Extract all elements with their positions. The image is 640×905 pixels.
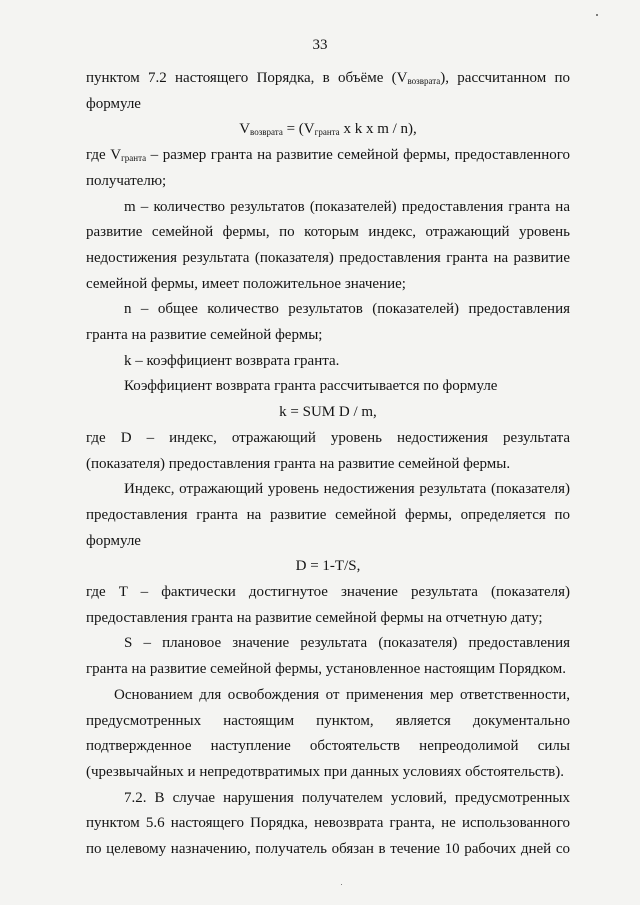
scan-speck [341,884,342,885]
text-line: пунктом 5.6 настоящего Порядка, невозврата гранта, не использованного [86,815,570,832]
text-line: получателю; [86,172,167,189]
text-line: формуле [86,95,141,112]
text-line: предоставления гранта на развитие семейной фермы на отчетную дату; [86,609,543,626]
text-line: предусмотренных настоящим пунктом, является документально [86,712,570,729]
document-body [86,66,570,863]
text-line: Коэффициент возврата гранта рассчитывается по формуле [124,378,498,395]
text-line: D = 1-T/S, [295,558,361,575]
text-line: (чрезвычайных и непредотвратимых при данных условиях обстоятельств). [86,763,564,780]
text-line: пунктом 7.2 настоящего Порядка, в объёме $(V_{возврата})$, рассчитанном по [86,70,570,86]
text-line: S – плановое значение результата (показателя) предоставления [124,635,570,652]
text-line: формуле [86,532,141,549]
text-line: гранта на развитие семейной фермы; [86,327,323,344]
text-line: k – коэффициент возврата гранта. [124,352,340,369]
text-line: гранта на развитие семейной фермы, установленное настоящим Порядком. [86,661,567,678]
text-line: развитие семейной фермы, по которым индекс, отражающий уровень [86,224,570,241]
text-line: Основанием для освобождения от применения мер ответственности, [114,686,570,703]
text-line: k = SUM D / m, [279,404,377,421]
page-number: 33 [312,37,328,53]
text-line: где T – фактически достигнутое значение результата (показателя) [86,584,570,601]
text-line: где $V_{гранта}$ – размер гранта на развитие семейной фермы, предоставленного [86,147,570,164]
text-line: по целевому назначению, получатель обязан в течение 10 рабочих дней со [86,841,570,858]
text-line: m – количество результатов (показателей) предоставления гранта на [124,198,570,215]
scan-speck [596,14,598,16]
text-line: Индекс, отражающий уровень недостижения результата (показателя) [124,481,570,498]
text-line: предоставления гранта на развитие семейной фермы, определяется по [86,506,570,523]
text-line: подтвержденное наступление обстоятельств непреодолимой силы [86,738,570,755]
text-line: недостижения результата (показателя) предоставления гранта на развитие [86,249,570,266]
text-line: 7.2. В случае нарушения получателем условий, предусмотренных [124,789,570,806]
text-line: семейной фермы, имеет положительное значение; [86,275,406,292]
text-line: n – общее количество результатов (показателей) предоставления [124,301,570,318]
text-line: (показателя) предоставления гранта на развитие семейной фермы. [86,455,511,472]
text-line: $V_{возврата} = (V_{гранта}$ x k x m / n), [239,121,417,138]
text-line: где D – индекс, отражающий уровень недостижения результата [86,429,570,446]
